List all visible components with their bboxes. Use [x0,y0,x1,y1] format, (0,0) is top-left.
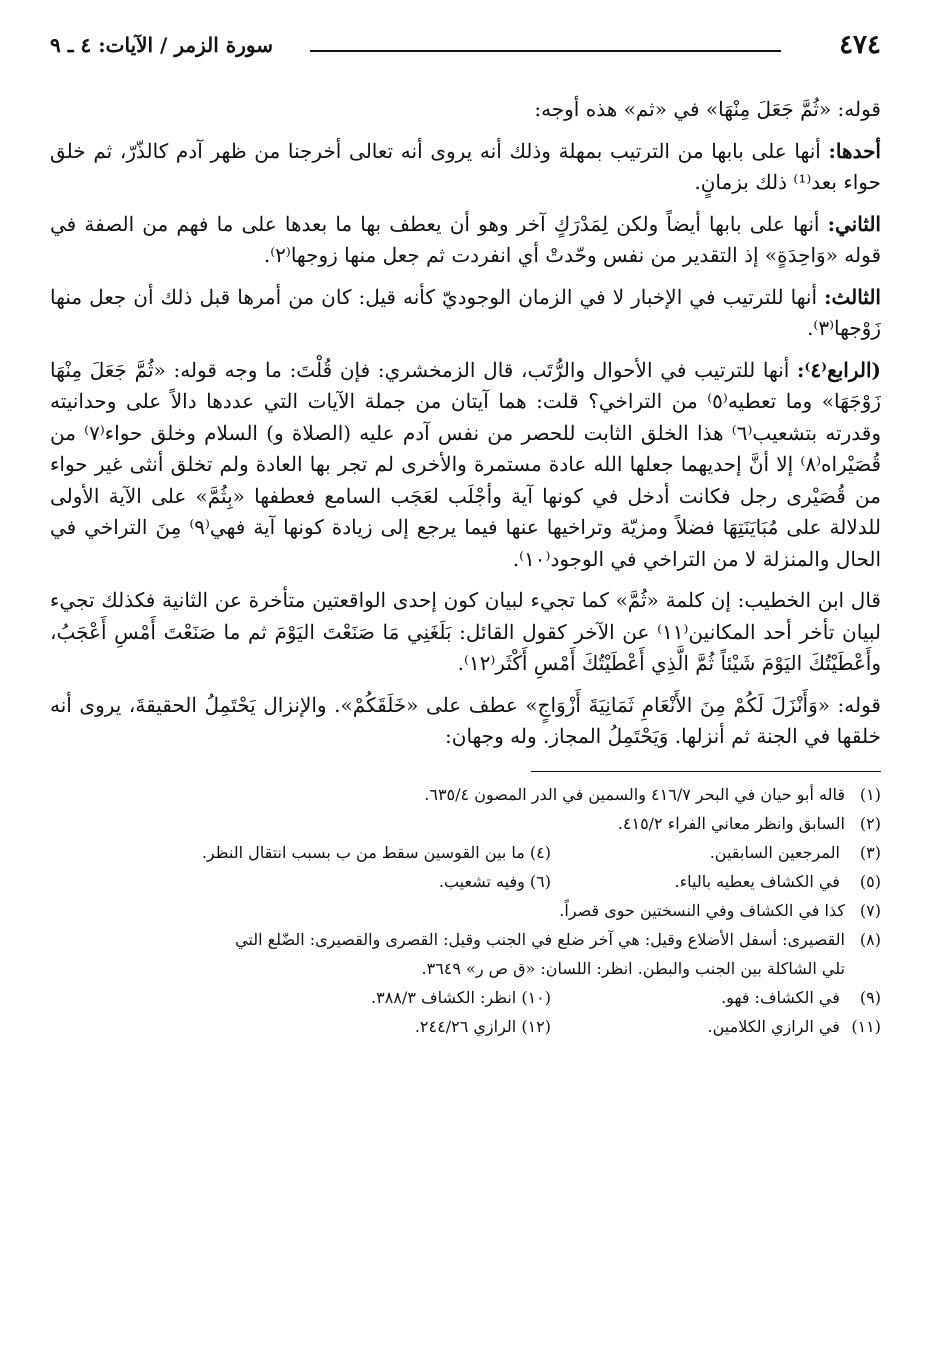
footnote-text: ما بين القوسين سقط من ب بسبب انتقال النظر. [201,842,525,862]
footnote-text: المرجعين السابقين. [709,842,840,862]
paragraph-lead: أحدها: [828,138,881,163]
footnote-text: قاله أبو حيان في البحر ٤١٦/٧ والسمين في الدر المصون ٦٣٥/٤. [424,784,845,804]
footnote-col [50,838,551,867]
paragraph [50,94,881,126]
footnote-text: انظر: الكشاف ٣٨٨/٣. [371,987,517,1007]
footnote-rule [531,771,881,772]
footnote-number: (٧) [859,900,881,920]
footnote-number: (٨) [859,929,881,949]
paragraph-lead: الثاني: [827,211,881,236]
footnote-text: وفيه تشعيب. [438,871,525,891]
footnote-number: (١٠) [521,987,551,1007]
paragraph-lead: (الرابع⁽٤⁾: [797,357,881,382]
header-rule [310,50,781,52]
footnote-line [50,983,881,1012]
footnote-text: كذا في الكشاف وفي النسختين حوى قصراً. [559,900,845,920]
page-number: ٤٧٤ [839,30,881,60]
footnote-text: تلي الشاكلة بين الجنب والبطن. انظر: اللسان: «ق ص ر» ٣٦٤٩. [421,958,845,978]
paragraph [50,355,881,576]
footnote-text: في الكشاف يعطيه بالياء. [674,871,840,891]
footnotes [50,780,881,1041]
paragraph-text: أنها على بابها من الترتيب بمهلة وذلك أنه يروى أنه تعالى أخرجنا من ظهر آدم كالذّرّ، ثم خلق حواء بعد⁽¹⁾ ذلك بزمانٍ. [50,138,881,194]
surah-title: سورة الزمر / الآيات: ٤ ـ ٩ [50,33,273,57]
footnote-line-continued [50,954,881,983]
paragraph-text: قوله: «وَأَنْزَلَ لَكُمْ مِنَ الأَنْعَامِ ثَمَانِيَةَ أَزْوَاجٍ» عطف على «خَلَقَكُمْ». والإنزال يَحْتَمِلُ الحقيقةَ، يروى أنه خلقها في الجنة ثم أنزلها. وَيَحْتَمِلُ المجاز. وله وجهان: [50,692,881,748]
footnote-text: في الرازي الكلامين. [707,1016,840,1036]
footnote-number: (١٢) [521,1016,551,1036]
footnote-text: الرازي ٢٤٤/٢٦. [414,1016,517,1036]
footnote-number: (٩) [859,987,881,1007]
paragraph-lead: الثالث: [824,284,881,309]
footnote-number: (٤) [529,842,551,862]
main-text [50,94,881,753]
footnote-line [50,867,881,896]
footnote-col [50,983,551,1012]
footnote-col [50,1012,551,1041]
footnote-number: (١١) [851,1016,881,1036]
footnote-line [50,896,881,925]
footnote-line [50,838,881,867]
page [50,28,881,1365]
paragraph [50,282,881,345]
paragraph-text: أنها للترتيب في الإخبار لا في الزمان الوجوديّ كأنه قيل: كان من أمرها قبل ذلك أن جعل منها زَوْجها⁽٣⁾. [50,284,881,340]
footnote-col [551,983,881,1012]
paragraph [50,690,881,753]
paragraph [50,585,881,680]
paragraph-text: أنها للترتيب في الأحوال والرُّتَب، قال الزمخشري: فإن قُلْتَ: ما وجه قوله: «ثُمَّ جَعَلَ مِنْهَا زَوْجَهَا» وما تعطيه⁽٥⁾ من التراخي؟ قلت: هما آيتان من جملة الآيات التي عددها دالاً على وحدانيته وقدرته بتشعيب⁽٦⁾ هذا الخلق الثابت للحصر من نفس آدم عليه (الصلاة و) السلام وخلق حواء⁽٧⁾ من قُصَيْراه⁽٨⁾ إلا أنَّ إحديهما جعلها الله عادة مستمرة والأخرى لم تجر بها العادة ولم تخلق أنثى غير حواء من قُصَيْرى رجل فكانت أدخل في كونها آية وأجْلَب لعَجَب السامع فعطفها «بِثُمَّ» على الآية الأولى للدلالة على مُبَايَنَتِهَا فضلاً ومزيّة وتراخيها عنها فيما يرجع إلى زيادة كونها آية فهي⁽٩⁾ مِنَ التراخي في الحال والمنزلة لا من التراخي في الوجود⁽١٠⁾. [50,357,881,571]
footnote-text: السابق وانظر معاني الفراء ٤١٥/٢. [617,813,845,833]
paragraph-text: أنها على بابها أيضاً ولكن لِمَدْرَكٍ آخر وهو أن يعطف بها ما بعدها على ما فهم من الصفة في قوله «وَاحِدَةٍ» إذ التقدير من نفس وحّدتْ أي انفردت ثم جعل منها زوجها⁽٢⁾. [50,211,881,267]
footnote-col [551,867,881,896]
footnote-line [50,925,881,954]
footnote-number: (٥) [859,871,881,891]
footnote-number: (٦) [529,871,551,891]
paragraph [50,136,881,199]
paragraph-text: قال ابن الخطيب: إن كلمة «ثُمَّ» كما تجيء لبيان كون إحدى الواقعتين متأخرة عن الثانية فكذلك تجيء لبيان تأخر أحد المكانين⁽١١⁾ عن الآخر كقول القائل: بَلَغَنِي مَا صَنَعْتَ اليَوْمَ ثم ما صَنَعْتَ أَمْسِ أَعْجَبُ، وأَعْطَيْتُكَ اليَوْمَ شَيْئاً ثُمَّ الَّذِي أَعْطَيْتُكَ أَمْسِ أَكْثَر⁽١٢⁾. [50,588,881,675]
footnote-line [50,780,881,809]
footnote-number: (٢) [859,813,881,833]
paragraph-text: قوله: «ثُمَّ جَعَلَ مِنْهَا» في «ثم» هذه أوجه: [534,97,881,121]
paragraph [50,209,881,272]
footnote-number: (٣) [859,842,881,862]
footnote-text: القصيرى: أسفل الأضلاع وقيل: هي آخر ضلع في الجنب وقيل: القصرى والقصيرى: الضّلع التي [235,929,845,949]
running-head [50,28,881,64]
footnote-line [50,809,881,838]
footnote-number: (١) [859,784,881,804]
footnote-col [551,1012,881,1041]
footnote-text: في الكشاف: فهو. [721,987,840,1007]
footnote-col [50,867,551,896]
footnote-line [50,1012,881,1041]
footnote-col [551,838,881,867]
